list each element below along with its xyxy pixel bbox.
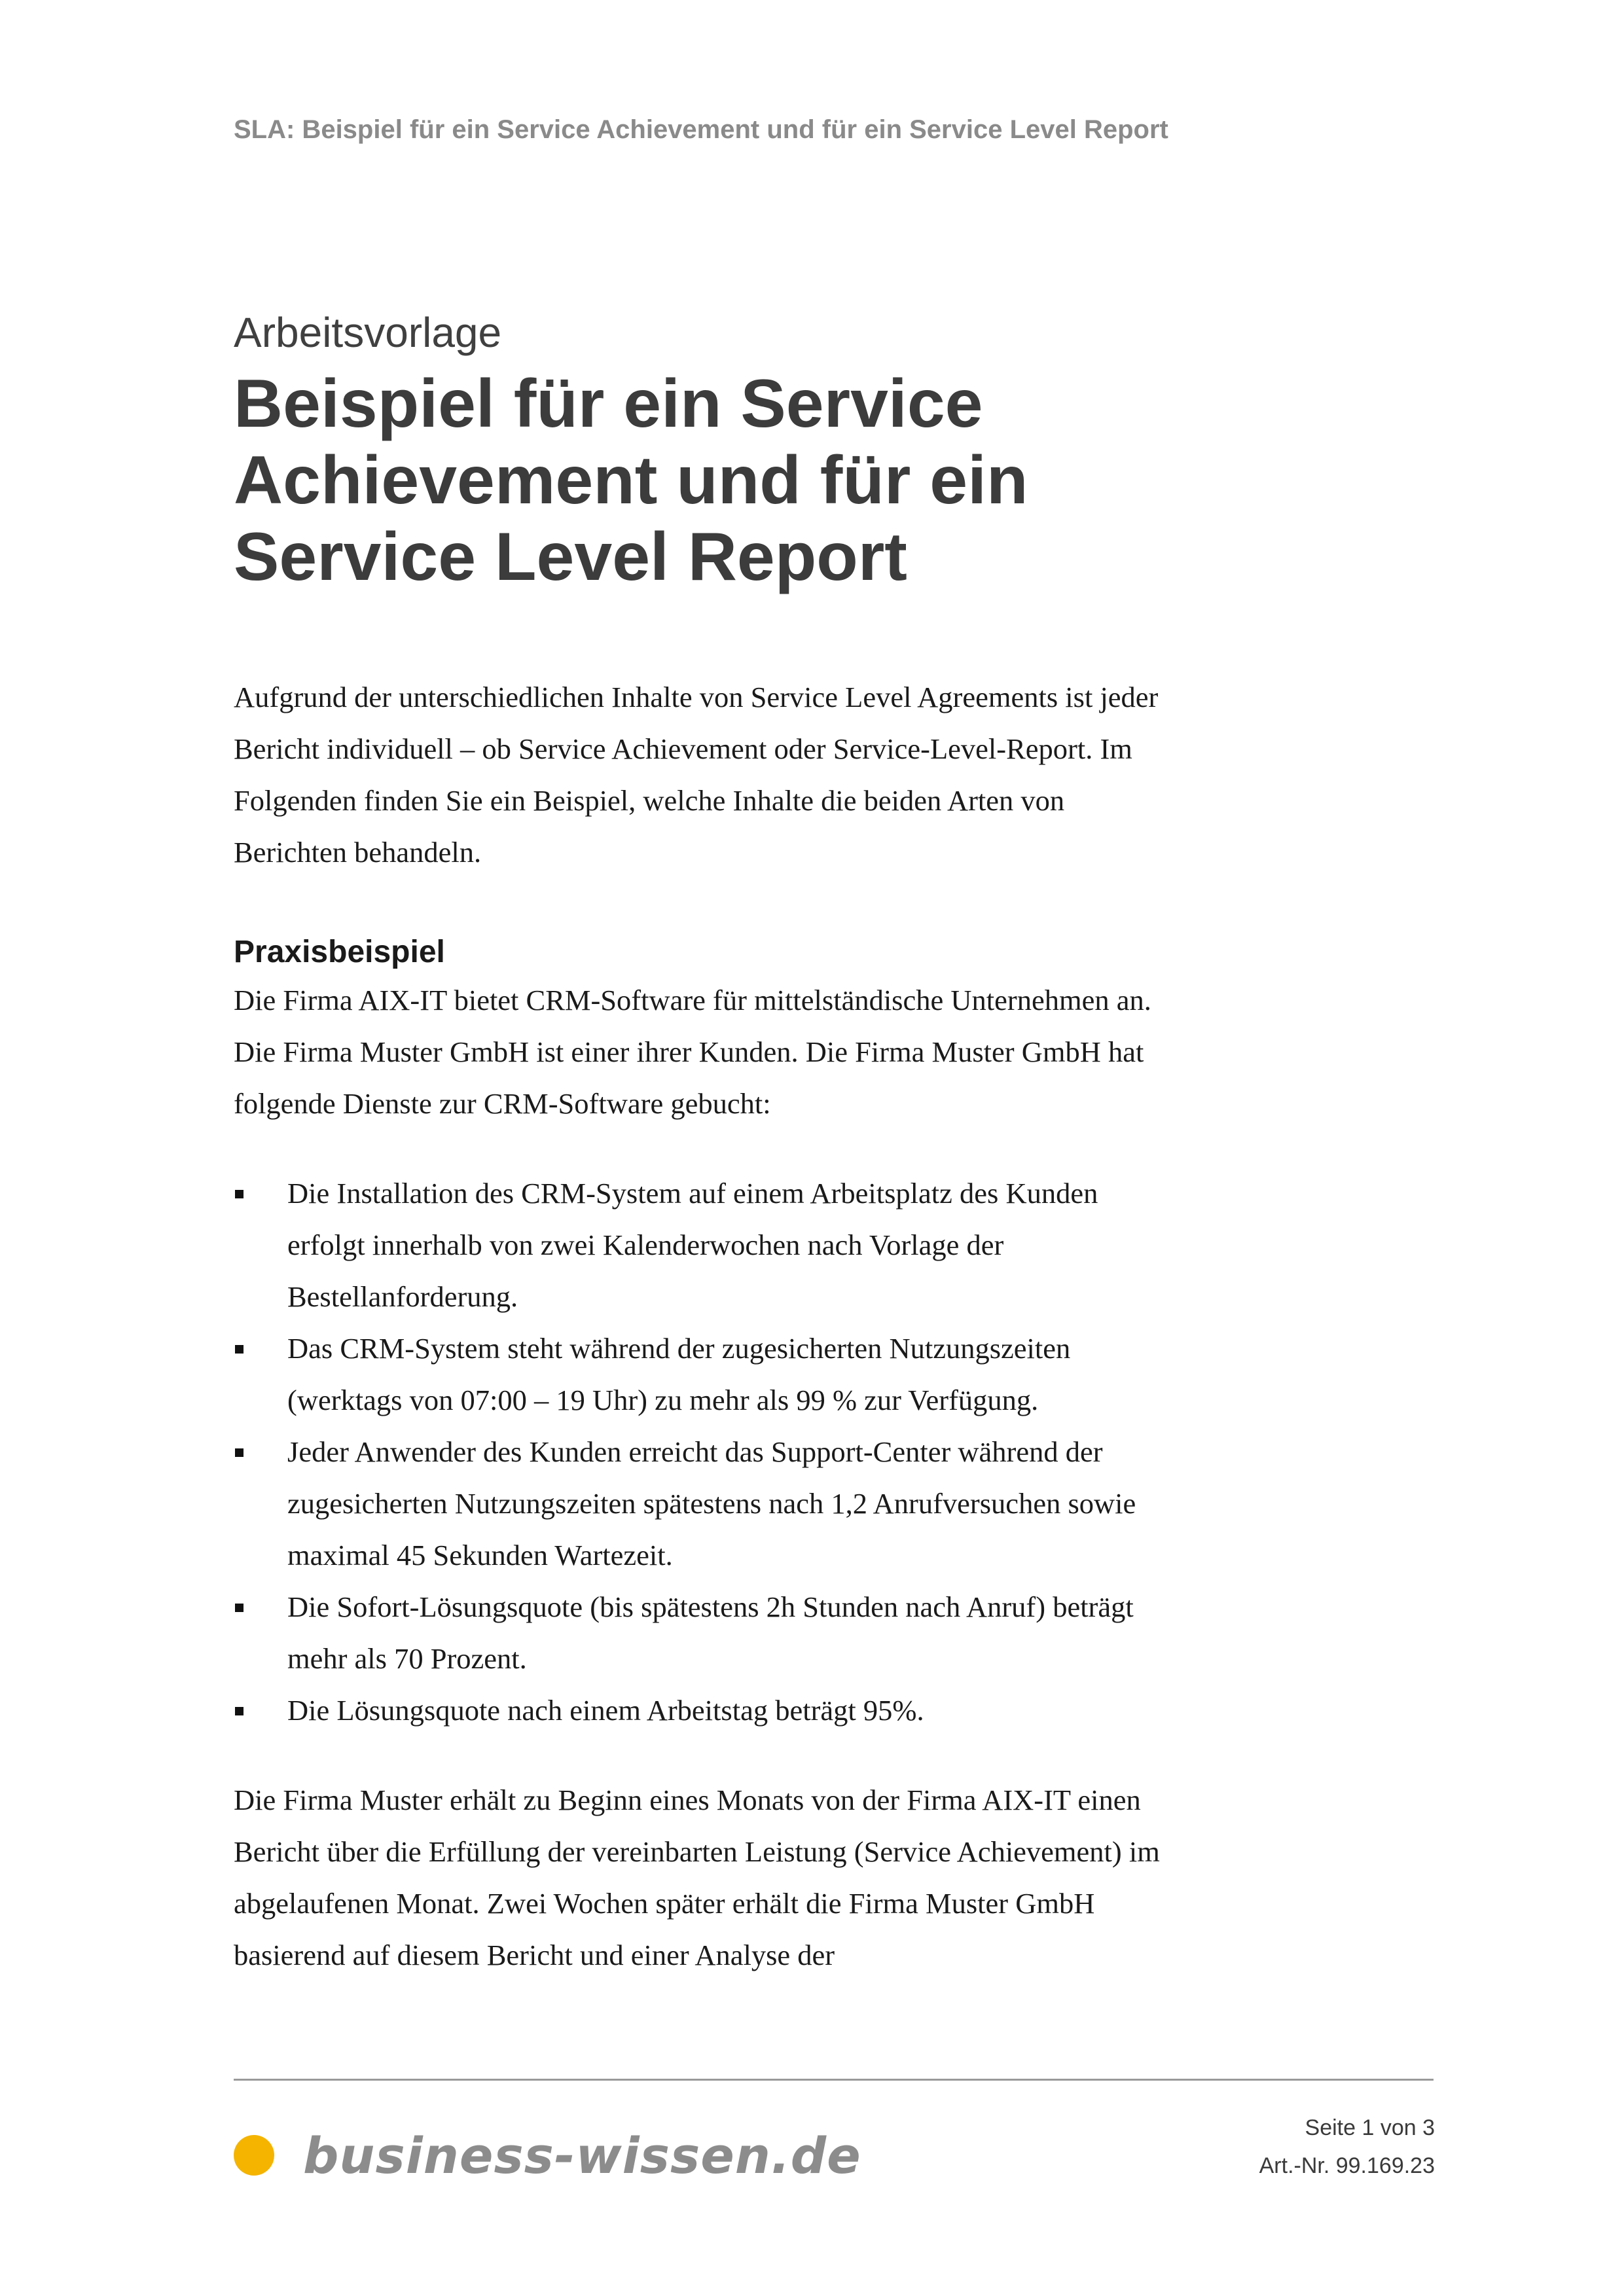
section-heading-praxisbeispiel: Praxisbeispiel: [234, 934, 445, 969]
bullet-text: Das CRM-System steht während der zugesicherten Nutzungszeiten (werktags von 07:00 – 19 Uhr) zu mehr als 99 % zur Verfügung.: [287, 1332, 1071, 1417]
document-body: [234, 308, 1176, 1981]
closing-paragraph: Die Firma Muster erhält zu Beginn eines Monats von der Firma AIX-IT einen Bericht über die Erfüllung der vereinbarten Leistung (Service Achievement) im abgelaufenen Monat. Zwei Wochen später erhält die Firma Muster GmbH basierend auf diesem Bericht und einer Analyse der: [234, 1784, 1160, 1972]
square-bullet-icon: [235, 1345, 244, 1354]
page-indicator: Seite 1 von 3: [1305, 2115, 1435, 2140]
logo-dot-icon: [234, 2135, 274, 2176]
logo-wordmark: business-wissen.de: [303, 2126, 861, 2185]
document-overline: Arbeitsvorlage: [234, 309, 502, 356]
bullet-text: Die Installation des CRM-System auf einem Arbeitsplatz des Kunden erfolgt innerhalb von zwei Kalenderwochen nach Vorlage der Bestellanforderung.: [287, 1177, 1098, 1314]
bullet-item: [234, 1323, 1176, 1426]
bullet-text: Jeder Anwender des Kunden erreicht das Support-Center während der zugesicherten Nutzungszeiten spätestens nach 1,2 Anrufversuchen sowie maximal 45 Sekunden Wartezeit.: [287, 1435, 1136, 1572]
brand-logo: [234, 2126, 861, 2185]
intro-paragraph: Aufgrund der unterschiedlichen Inhalte von Service Level Agreements ist jeder Bericht individuell – ob Service Achievement oder Service-Level-Report. Im Folgenden finden Sie ein Beispiel, welche Inhalte die beiden Arten von Berichten behandeln.: [234, 680, 1159, 869]
service-bullet-list: [234, 1168, 1176, 1736]
section-paragraph: Die Firma AIX-IT bietet CRM-Software für mittelständische Unternehmen an. Die Firma Muster GmbH ist einer ihrer Kunden. Die Firma Muster GmbH hat folgende Dienste zur CRM-Software gebucht:: [234, 984, 1151, 1121]
square-bullet-icon: [235, 1707, 244, 1715]
running-header: SLA: Beispiel für ein Service Achievement und für ein Service Level Report: [234, 115, 1168, 144]
bullet-text: Die Sofort-Lösungsquote (bis spätestens 2h Stunden nach Anruf) beträgt mehr als 70 Prozent.: [287, 1590, 1134, 1676]
footer-meta: [1259, 2109, 1435, 2185]
square-bullet-icon: [235, 1448, 244, 1457]
bullet-item: [234, 1426, 1176, 1581]
bullet-text: Die Lösungsquote nach einem Arbeitstag beträgt 95%.: [287, 1694, 924, 1727]
bullet-item: [234, 1685, 1176, 1736]
square-bullet-icon: [235, 1604, 244, 1612]
article-number: Art.-Nr. 99.169.23: [1259, 2153, 1435, 2178]
document-title: Beispiel für ein Service Achievement und für ein Service Level Report: [234, 365, 1028, 595]
square-bullet-icon: [235, 1190, 244, 1198]
bullet-item: [234, 1168, 1176, 1323]
bullet-item: [234, 1581, 1176, 1685]
footer-divider: [234, 2079, 1434, 2081]
